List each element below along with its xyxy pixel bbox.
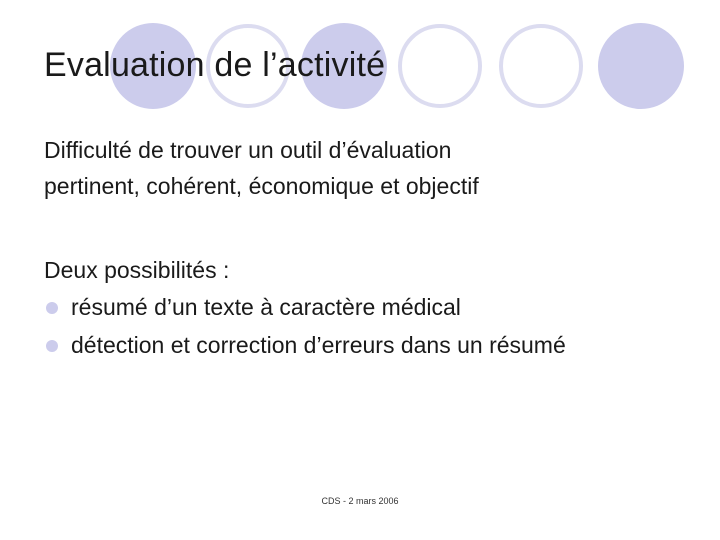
paragraph-line: Difficulté de trouver un outil d’évaluation [44, 137, 452, 163]
bullet-text: résumé d’un texte à caractère médical [71, 294, 461, 320]
body-paragraph [44, 132, 479, 204]
bullet-list [44, 288, 566, 364]
bullet-item [44, 288, 566, 326]
bullet-text: détection et correction d’erreurs dans un résumé [71, 332, 566, 358]
bullet-dot-icon [46, 302, 58, 314]
paragraph-line: pertinent, cohérent, économique et objectif [44, 173, 479, 199]
slide-footer: CDS - 2 mars 2006 [321, 496, 399, 506]
bullet-item [44, 326, 566, 364]
possibilities-intro: Deux possibilités : [44, 257, 230, 283]
decor-circle-outlined [501, 26, 581, 106]
bullet-dot-icon [46, 340, 58, 352]
decor-circle-outlined [400, 26, 480, 106]
slide-title: Evaluation de l’activité [44, 46, 386, 84]
decor-circle-filled [598, 23, 684, 109]
